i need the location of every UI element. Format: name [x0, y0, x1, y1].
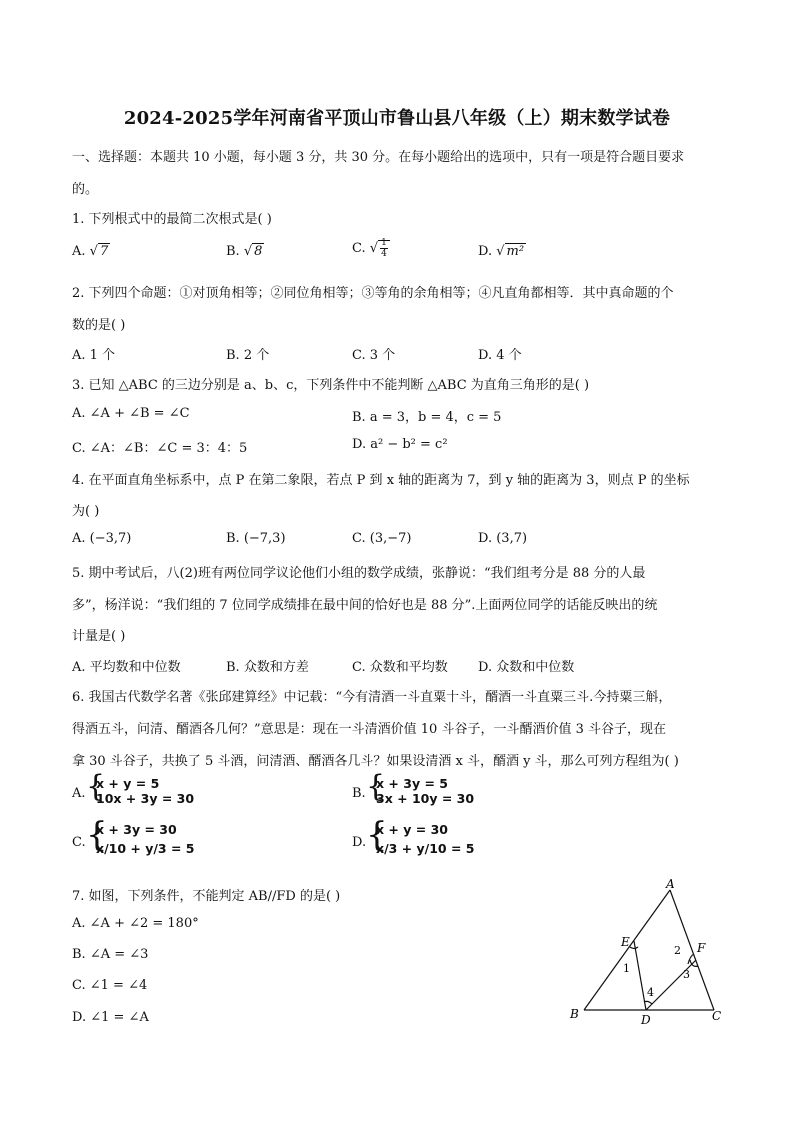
q2-option-a: A. 1 个: [72, 348, 116, 363]
q6-stem-line1: 6. 我国古代数学名著《张邱建算经》中记载：“今有清酒一斗直粟十斗，醑酒一斗直粟三斗.今持粟三斛，: [72, 690, 672, 705]
q5-stem-line2: 多”，杨洋说：“我们组的 7 位同学成绩排在最中间的恰好也是 88 分”.上面两位同学的话能反映出的统: [72, 598, 658, 613]
label-angle-3: 3: [683, 968, 690, 981]
brace-icon: {: [366, 815, 388, 855]
brace-icon: {: [86, 815, 108, 855]
q6-option-d-eq1: x + y = 30: [376, 822, 448, 837]
q1-option-d: [478, 244, 526, 259]
q2-option-d: D. 4 个: [478, 348, 522, 363]
sqrt-symbol: √ $\frac{1}{4}$: [370, 238, 390, 259]
q6-option-d-eq2: x/3 + y/10 = 5: [376, 841, 475, 856]
q1-option-a: [72, 244, 110, 259]
q6-option-c-eq1: x + 3y = 30: [96, 822, 177, 837]
brace-icon: {: [366, 769, 386, 804]
q4-option-c: C. (3,−7): [352, 531, 412, 546]
fraction-denominator: 4: [381, 249, 387, 259]
q6-option-a-eq1: x + y = 5: [96, 776, 160, 791]
q1-option-d-label: D.: [478, 244, 493, 259]
q6-stem-line3: 拿 30 斗谷子，共换了 5 斗酒，问清酒、醑酒各几斗？如果设清酒 x 斗，醑酒 y 斗，那么可列方程组为( ): [72, 754, 679, 769]
section-heading-line2: 的。: [72, 182, 99, 197]
label-e: E: [621, 935, 630, 949]
q7-option-a: A. ∠A + ∠2 = 180°: [72, 916, 199, 931]
page-title: 2024-2025学年河南省平顶山市鲁山县八年级（上）期末数学试卷: [123, 108, 671, 129]
q2-option-c: C. 3 个: [352, 348, 396, 363]
fraction-numerator: 1: [381, 238, 387, 248]
q6-option-b-eq1: x + 3y = 5: [376, 776, 448, 791]
q6-stem-line2: 得酒五斗，问清、醑酒各几何？”意思是：现在一斗清酒价值 10 斗谷子，一斗醑酒价值 3 斗谷子，现在: [72, 722, 666, 737]
q6-option-a-label: A.: [72, 786, 86, 801]
q4-stem-line2: 为( ): [72, 504, 100, 519]
q1-stem: 1. 下列根式中的最简二次根式是( ): [72, 212, 272, 227]
q3-option-a: A. ∠A + ∠B = ∠C: [72, 406, 190, 421]
q4-stem-line1: 4. 在平面直角坐标系中，点 P 在第二象限，若点 P 到 x 轴的距离为 7，到 y 轴的距离为 3，则点 P 的坐标: [72, 473, 690, 488]
q1-option-c-label: C.: [352, 241, 366, 256]
q6-option-b-system: [366, 769, 566, 810]
q5-option-b: B. 众数和方差: [226, 660, 309, 675]
section-heading-line1: 一、选择题：本题共 10 小题，每小题 3 分，共 30 分。在每小题给出的选项中，只有一项是符合题目要求: [72, 150, 685, 165]
label-angle-4: 4: [647, 986, 654, 999]
q5-option-d: D. 众数和中位数: [478, 660, 575, 675]
q1-option-b: [226, 244, 264, 259]
q5-option-c: C. 众数和平均数: [352, 660, 448, 675]
q1-option-d-radicand: m²: [506, 244, 525, 259]
q3-option-c: C. ∠A：∠B：∠C = 3：4：5: [72, 441, 248, 456]
q4-option-a: A. (−3,7): [72, 531, 132, 546]
q3-option-b: B. a = 3，b = 4，c = 5: [352, 410, 502, 425]
q2-stem-line1: 2. 下列四个命题：①对顶角相等；②同位角相等；③等角的余角相等；④凡直角都相等．其中真命题的个: [72, 286, 674, 301]
q1-option-a-radicand: 7: [99, 244, 109, 259]
q1-option-a-label: A.: [72, 244, 86, 259]
q6-option-a-system: [86, 769, 286, 810]
q6-option-b-eq2: 3x + 10y = 30: [376, 791, 475, 806]
q6-option-d-system: [366, 815, 566, 862]
q7-geometry-figure: [566, 878, 736, 1028]
q6-option-a-eq2: 10x + 3y = 30: [96, 791, 195, 806]
label-f: F: [697, 941, 706, 955]
q7-option-d: D. ∠1 = ∠A: [72, 1010, 149, 1025]
q6-option-b-label: B.: [352, 786, 366, 801]
q7-stem: 7. 如图，下列条件，不能判定 AB//FD 的是( ): [72, 889, 341, 904]
q7-option-b: B. ∠A = ∠3: [72, 947, 149, 962]
q3-stem: 3. 已知 △ABC 的三边分别是 a、b、c，下列条件中不能判断 △ABC 为直角三角形的是( ): [72, 378, 590, 393]
q1-option-b-radicand: 8: [254, 244, 263, 259]
sqrt-symbol: √ m²: [496, 244, 525, 259]
q2-option-b: B. 2 个: [226, 348, 270, 363]
q1-option-b-label: B.: [226, 244, 240, 259]
angle-1-arc: [630, 947, 638, 949]
fraction: [380, 238, 388, 259]
q3-option-d: D. a² − b² = c²: [352, 437, 448, 452]
q7-option-c: C. ∠1 = ∠4: [72, 978, 148, 993]
q6-option-c-eq2: x/10 + y/3 = 5: [96, 841, 195, 856]
label-angle-1: 1: [623, 962, 630, 975]
q2-stem-line2: 数的是( ): [72, 318, 126, 333]
q1-option-c: [352, 238, 390, 259]
label-angle-2: 2: [674, 944, 681, 957]
q5-stem-line3: 计量是( ): [72, 629, 126, 644]
brace-icon: {: [86, 769, 106, 804]
q6-option-d-label: D.: [352, 835, 367, 850]
label-b: B: [570, 1007, 579, 1021]
q5-stem-line1: 5. 期中考试后，八(2)班有两位同学议论他们小组的数学成绩，张静说：“我们组考分是 88 分的人最: [72, 566, 646, 581]
label-c: C: [712, 1009, 722, 1023]
sqrt-symbol: √ 7: [89, 244, 109, 259]
q6-option-c-system: [86, 815, 286, 862]
q5-option-a: A. 平均数和中位数: [72, 660, 181, 675]
label-d: D: [641, 1013, 651, 1027]
q4-option-b: B. (−7,3): [226, 531, 286, 546]
segment-ed: [634, 941, 646, 1010]
sqrt-symbol: √ 8: [243, 244, 263, 259]
q4-option-d: D. (3,7): [478, 531, 528, 546]
label-a: A: [666, 878, 675, 891]
q6-option-c-label: C.: [72, 835, 86, 850]
segment-ab: [584, 890, 670, 1010]
